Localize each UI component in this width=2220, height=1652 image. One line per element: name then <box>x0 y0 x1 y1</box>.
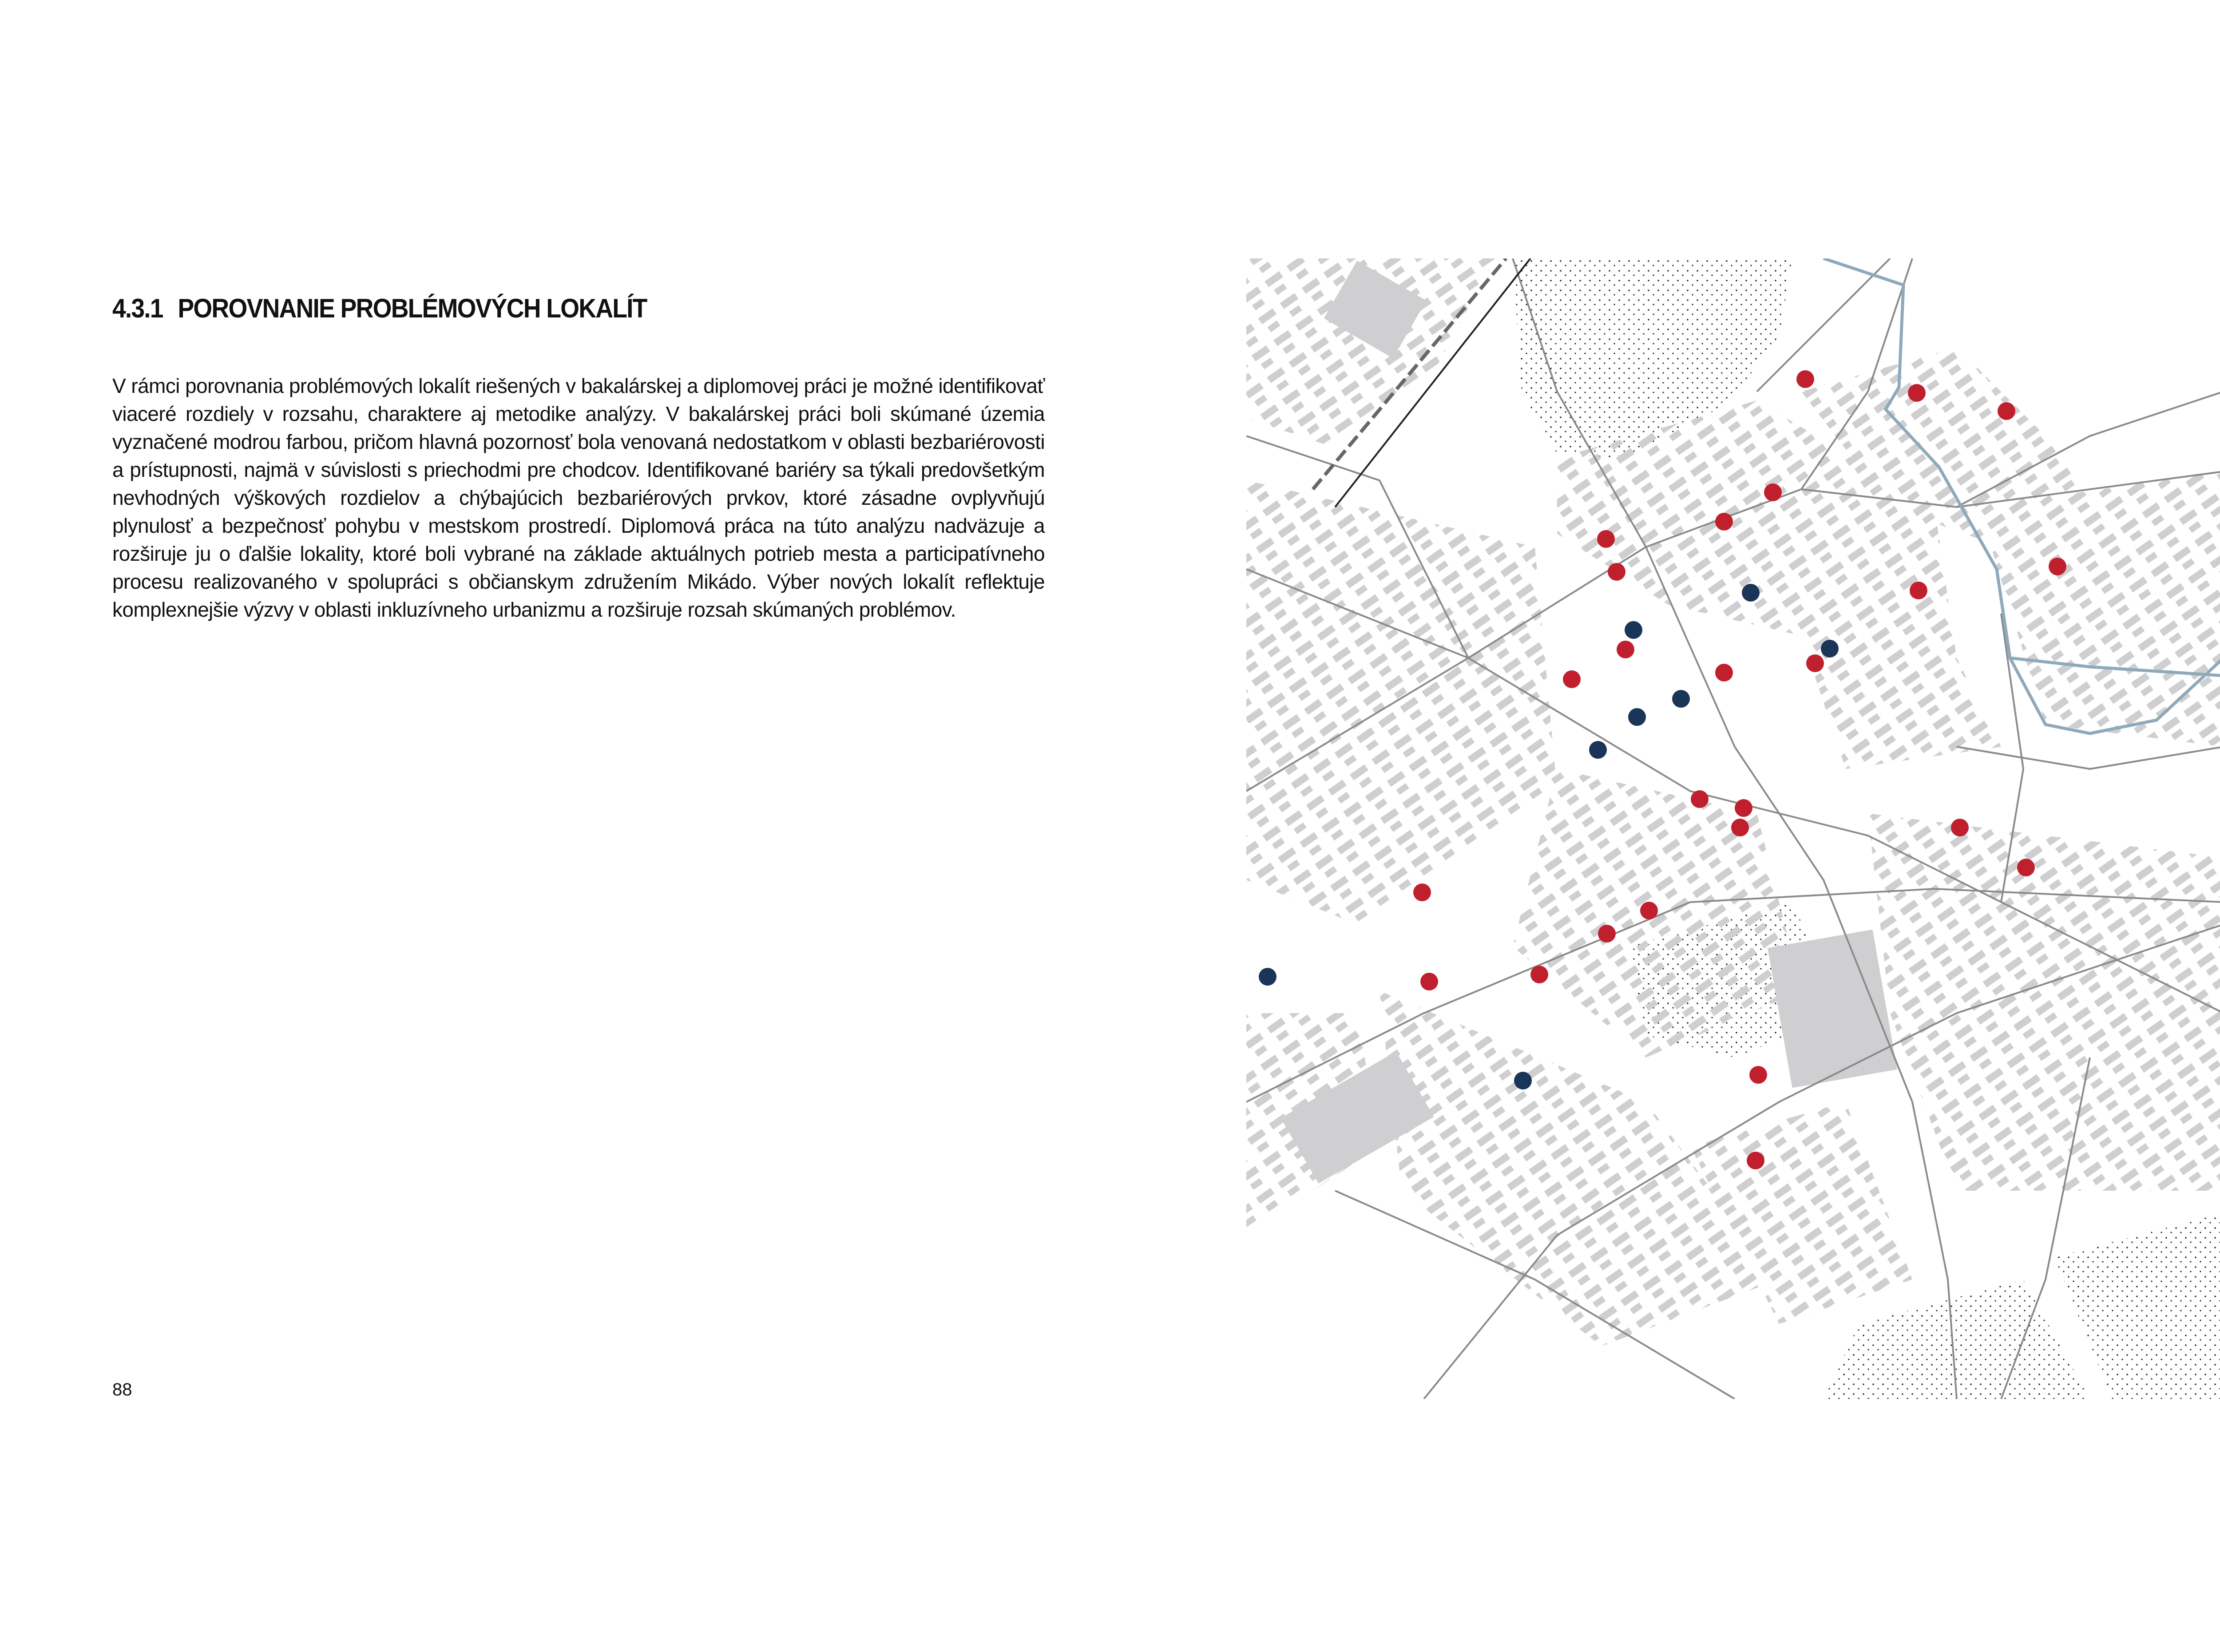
diploma-location-marker <box>1910 582 1927 599</box>
diploma-location-marker <box>1908 384 1926 402</box>
diploma-location-marker <box>1806 654 1824 672</box>
large-building <box>1768 930 1897 1088</box>
section-number: 4.3.1 <box>112 293 163 324</box>
bachelor-location-marker <box>1625 621 1642 639</box>
page-number: 88 <box>112 1380 132 1399</box>
park-area-south <box>1824 1280 2090 1399</box>
diploma-location-marker <box>1715 664 1733 681</box>
diploma-location-marker <box>1598 925 1616 943</box>
diploma-location-marker <box>1691 790 1709 808</box>
diploma-location-marker <box>2017 859 2035 876</box>
diploma-location-marker <box>1796 370 1814 388</box>
diploma-location-marker <box>1640 902 1658 919</box>
diploma-location-marker <box>2049 558 2066 575</box>
locations-map <box>1246 258 2220 1399</box>
diploma-location-marker <box>1764 483 1782 501</box>
bachelor-location-marker <box>1821 640 1839 658</box>
diploma-location-marker <box>1617 641 1634 658</box>
section-heading <box>112 293 647 324</box>
diploma-location-marker <box>1420 973 1438 990</box>
bachelor-location-marker <box>1514 1072 1532 1089</box>
body-paragraph: V rámci porovnania problémových lokalít riešených v bakalárskej a diplomovej práci je možné identifikovať viaceré rozdiely v rozsahu, charaktere aj metodike analýzy. V bakalárskej práci boli skúmané územia vyznačené modrou farbou, pričom hlavná pozornosť bola venovaná nedostatkom v oblasti bezbariérovosti a prístupnosti, najmä v súvislosti s priechodmi pre chodcov. Identifikované bariéry sa týkali predovšetkým nevhodných výškových rozdielov a chýbajúcich bezbariérových prvkov, ktoré zásadne ovplyvňujú plynulosť a bezpečnosť pohybu v mestskom prostredí. Diplomová práca na túto analýzu nadväzuje a rozširuje ju o ďalšie lokality, ktoré boli vybrané na základe aktuálnych potrieb mesta a participatívneho procesu realizovaného v spolupráci s občianskym združením Mikádo. Výber nových lokalít reflektuje komplexnejšie výzvy v oblasti inkluzívneho urbanizmu a rozširuje rozsah skúmaných problémov. <box>112 374 1045 621</box>
diploma-location-marker <box>1951 819 1969 836</box>
bachelor-location-marker <box>1742 584 1760 602</box>
bachelor-location-marker <box>1628 708 1646 726</box>
bachelor-location-marker <box>1672 690 1690 708</box>
section-title: POROVNANIE PROBLÉMOVÝCH LOKALÍT <box>178 293 647 324</box>
park-area-southeast <box>2054 1213 2220 1399</box>
diploma-location-marker <box>1747 1152 1764 1169</box>
diploma-location-marker <box>1563 670 1581 688</box>
diploma-location-marker <box>1731 819 1749 836</box>
diploma-location-marker <box>1597 530 1615 548</box>
